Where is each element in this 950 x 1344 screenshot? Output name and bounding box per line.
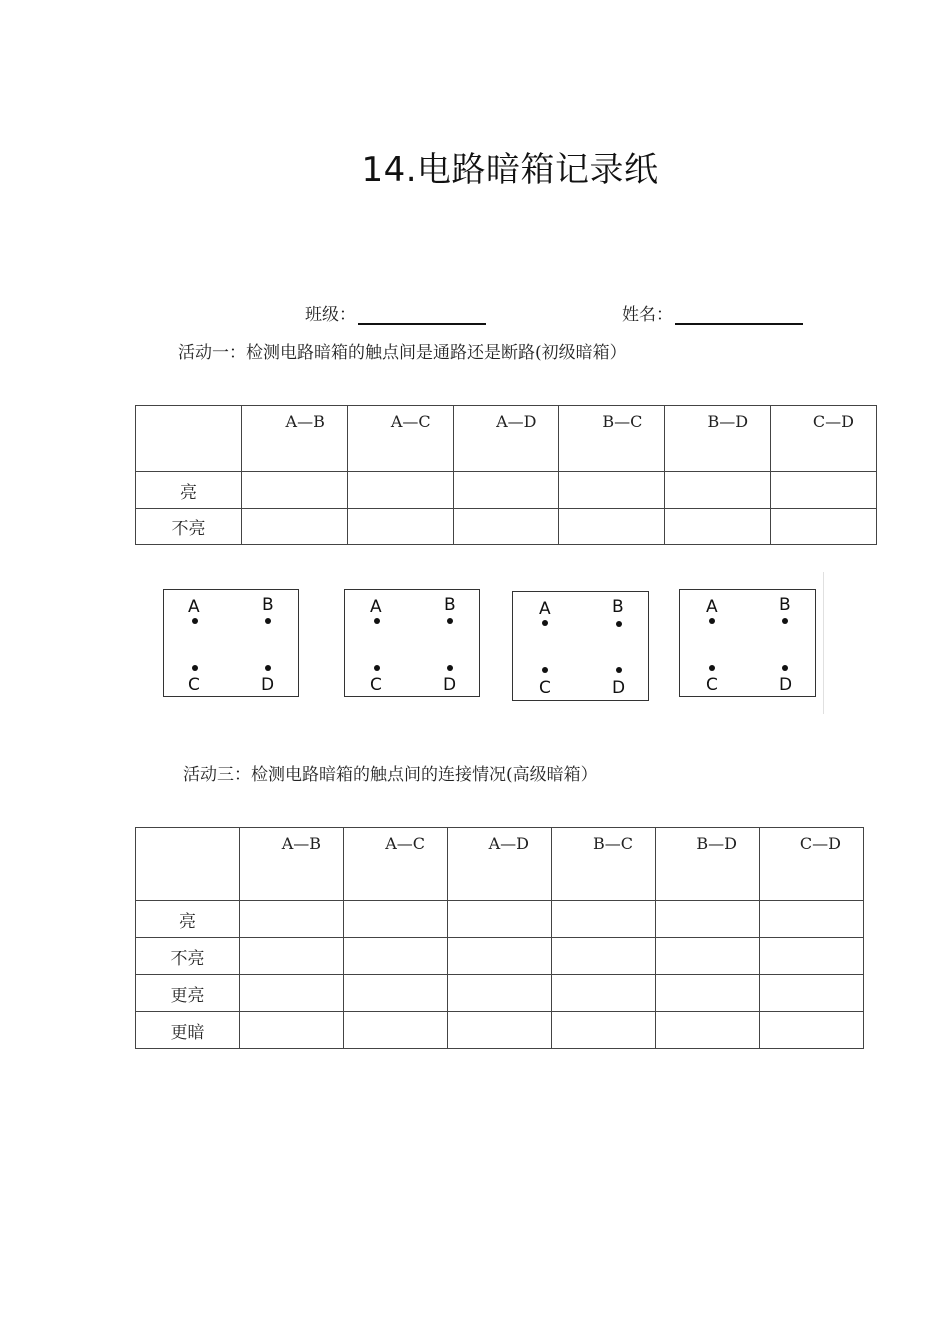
row-label: 更暗 — [136, 1012, 240, 1049]
column-header: B—D — [665, 406, 771, 472]
contact-label-a: A — [539, 599, 551, 619]
activity3-header-row — [136, 828, 864, 901]
table-row — [136, 975, 864, 1012]
answer-cell[interactable] — [240, 901, 344, 938]
contact-dot-c — [542, 667, 548, 673]
answer-cell[interactable] — [344, 901, 448, 938]
activity3-heading: 活动三：检测电路暗箱的触点间的连接情况(高级暗箱） — [183, 765, 598, 785]
answer-cell[interactable] — [453, 472, 559, 509]
contact-dot-a — [192, 618, 198, 624]
answer-cell[interactable] — [344, 938, 448, 975]
name-blank-line[interactable] — [675, 303, 803, 325]
column-header: C—D — [771, 406, 877, 472]
circuit-box-3 — [512, 591, 649, 701]
circuit-box-4 — [679, 589, 816, 697]
contact-label-d: D — [443, 675, 457, 695]
answer-cell[interactable] — [552, 975, 656, 1012]
row-label: 不亮 — [136, 938, 240, 975]
page-title: 14.电路暗箱记录纸 — [361, 150, 659, 190]
column-header: B—C — [552, 828, 656, 901]
answer-cell[interactable] — [559, 509, 665, 545]
contact-label-d: D — [261, 675, 275, 695]
table-row — [136, 1012, 864, 1049]
answer-cell[interactable] — [448, 1012, 552, 1049]
contact-dot-a — [374, 618, 380, 624]
column-header: A—D — [453, 406, 559, 472]
row-label: 亮 — [136, 901, 240, 938]
table-row — [136, 509, 877, 545]
contact-label-a: A — [370, 597, 382, 617]
contact-dot-a — [709, 618, 715, 624]
answer-cell[interactable] — [656, 975, 760, 1012]
name-label: 姓名： — [622, 305, 673, 325]
contact-dot-c — [192, 665, 198, 671]
answer-cell[interactable] — [760, 938, 864, 975]
contact-dot-c — [374, 665, 380, 671]
name-field[interactable] — [622, 300, 803, 325]
answer-cell[interactable] — [242, 509, 348, 545]
circuit-box-2 — [344, 589, 480, 697]
answer-cell[interactable] — [559, 472, 665, 509]
answer-cell[interactable] — [771, 472, 877, 509]
class-field[interactable] — [305, 300, 486, 325]
column-header: C—D — [760, 828, 864, 901]
column-header: A—C — [347, 406, 453, 472]
contact-label-b: B — [262, 595, 274, 615]
column-header: A—C — [344, 828, 448, 901]
corner-cell — [136, 406, 242, 472]
answer-cell[interactable] — [344, 1012, 448, 1049]
answer-cell[interactable] — [665, 509, 771, 545]
contact-label-c: C — [539, 678, 551, 698]
answer-cell[interactable] — [552, 938, 656, 975]
contact-dot-b — [616, 621, 622, 627]
contact-dot-b — [447, 618, 453, 624]
answer-cell[interactable] — [240, 1012, 344, 1049]
answer-cell[interactable] — [448, 938, 552, 975]
answer-cell[interactable] — [240, 938, 344, 975]
contact-label-d: D — [779, 675, 793, 695]
class-blank-line[interactable] — [358, 303, 486, 325]
column-header: A—B — [240, 828, 344, 901]
activity1-header-row — [136, 406, 877, 472]
row-label: 更亮 — [136, 975, 240, 1012]
column-header: A—D — [448, 828, 552, 901]
answer-cell[interactable] — [760, 975, 864, 1012]
activity1-table — [135, 405, 877, 545]
contact-dot-d — [782, 665, 788, 671]
activity1-heading: 活动一：检测电路暗箱的触点间是通路还是断路(初级暗箱） — [178, 343, 627, 363]
answer-cell[interactable] — [760, 901, 864, 938]
answer-cell[interactable] — [448, 901, 552, 938]
answer-cell[interactable] — [552, 901, 656, 938]
column-header: B—C — [559, 406, 665, 472]
answer-cell[interactable] — [656, 901, 760, 938]
contact-label-b: B — [444, 595, 456, 615]
answer-cell[interactable] — [347, 509, 453, 545]
table-row — [136, 938, 864, 975]
contact-dot-a — [542, 620, 548, 626]
contact-label-d: D — [612, 678, 626, 698]
answer-cell[interactable] — [242, 472, 348, 509]
activity3-table — [135, 827, 864, 1049]
answer-cell[interactable] — [760, 1012, 864, 1049]
answer-cell[interactable] — [448, 975, 552, 1012]
row-label: 亮 — [136, 472, 242, 509]
corner-cell — [136, 828, 240, 901]
table-row — [136, 901, 864, 938]
table-row — [136, 472, 877, 509]
contact-label-b: B — [612, 597, 624, 617]
contact-dot-c — [709, 665, 715, 671]
contact-label-c: C — [188, 675, 200, 695]
contact-label-a: A — [706, 597, 718, 617]
contact-dot-b — [265, 618, 271, 624]
column-header: A—B — [242, 406, 348, 472]
scan-edge-line — [823, 572, 824, 714]
answer-cell[interactable] — [344, 975, 448, 1012]
answer-cell[interactable] — [771, 509, 877, 545]
row-label: 不亮 — [136, 509, 242, 545]
answer-cell[interactable] — [240, 975, 344, 1012]
answer-cell[interactable] — [656, 1012, 760, 1049]
contact-dot-b — [782, 618, 788, 624]
answer-cell[interactable] — [665, 472, 771, 509]
answer-cell[interactable] — [453, 509, 559, 545]
answer-cell[interactable] — [347, 472, 453, 509]
column-header: B—D — [656, 828, 760, 901]
contact-label-a: A — [188, 597, 200, 617]
answer-cell[interactable] — [552, 1012, 656, 1049]
answer-cell[interactable] — [656, 938, 760, 975]
contact-dot-d — [447, 665, 453, 671]
contact-dot-d — [265, 665, 271, 671]
contact-dot-d — [616, 667, 622, 673]
contact-label-c: C — [706, 675, 718, 695]
circuit-box-1 — [163, 589, 299, 697]
contact-label-c: C — [370, 675, 382, 695]
class-label: 班级： — [305, 305, 356, 325]
contact-label-b: B — [779, 595, 791, 615]
